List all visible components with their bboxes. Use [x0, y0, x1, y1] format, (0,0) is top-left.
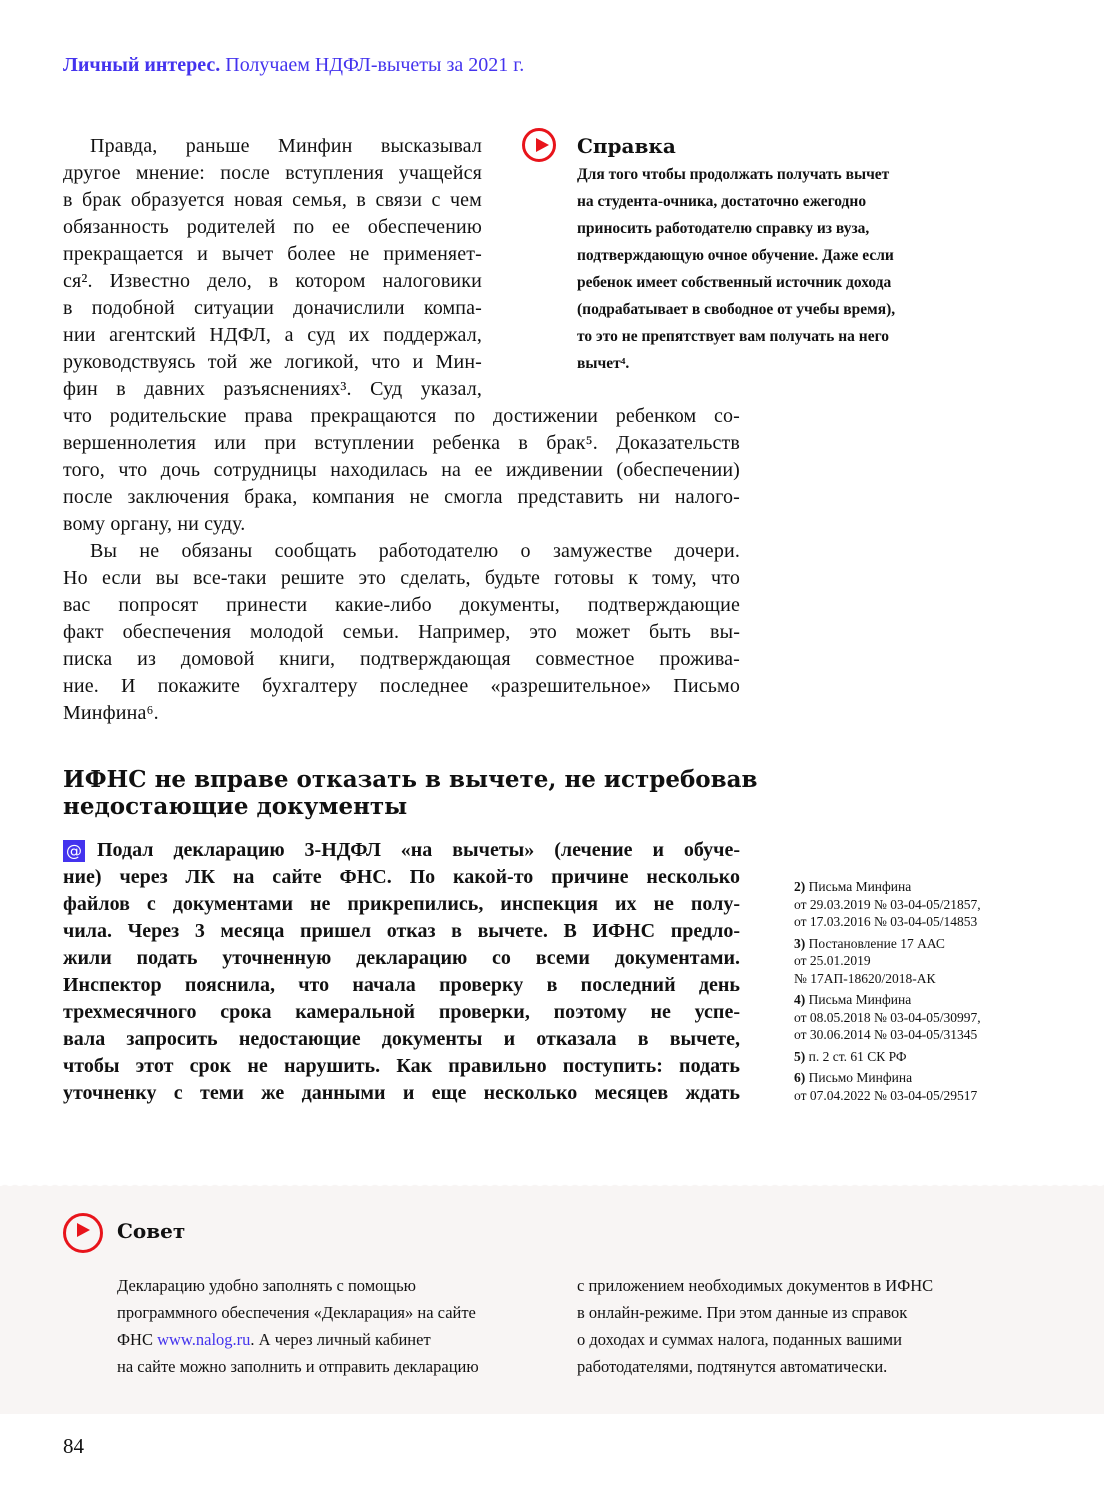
text-line: ние) через ЛК на сайте ФНС. По какой-то причине несколько: [63, 866, 740, 888]
reader-question: [63, 837, 740, 1107]
body-text-narrow: [63, 133, 482, 403]
footnote-line: [794, 970, 981, 988]
footnote-line: [794, 991, 981, 1009]
text-line: Минфина⁶.: [63, 702, 159, 724]
text-line: в онлайн-режиме. При этом данные из справок: [577, 1303, 908, 1322]
footnote-line: [794, 896, 981, 914]
text-line: в брак образуется новая семья, в связи с чем: [63, 189, 482, 211]
text-line: вому органу, ни суду.: [63, 513, 246, 535]
text-line: жили подать уточненную декларацию со всеми документами.: [63, 947, 740, 969]
text-line: программного обеспечения «Декларация» на сайте: [117, 1303, 476, 1322]
footnote-number: 4): [794, 992, 806, 1007]
text-fragment: ФНС: [117, 1330, 158, 1349]
text-line: Декларацию удобно заполнять с помощью: [117, 1276, 416, 1295]
footnote-line: [794, 1009, 981, 1027]
footnote: [794, 1069, 981, 1104]
text-line: прекращается и вычет более не применяет-: [63, 243, 482, 265]
footnote-text: № 17АП-18620/2018-АК: [794, 970, 936, 986]
footnote-line: [794, 1087, 981, 1105]
running-head-title: Получаем НДФЛ-вычеты за 2021 г.: [225, 54, 525, 76]
text-line: вершеннолетия или при вступлении ребенка в брак⁵. Доказательств: [63, 432, 740, 454]
footnote: [794, 935, 981, 988]
text-line: после заключения брака, компания не смогла представить ни налого-: [63, 486, 740, 508]
text-line: вычет⁴.: [577, 355, 630, 372]
text-line: то это не препятствует вам получать на него: [577, 328, 889, 345]
text-line: работодателями, подтянутся автоматически.: [577, 1357, 888, 1376]
text-line: Подал декларацию 3-НДФЛ «на вычеты» (лечение и обуче-: [97, 839, 740, 861]
footnote-line: [794, 952, 981, 970]
section-heading: [63, 766, 763, 820]
text-fragment: . А через личный кабинет: [250, 1330, 431, 1349]
text-line: трехмесячного срока камеральной проверки, поэтому не успе-: [63, 1001, 740, 1023]
email-at-icon: @: [63, 840, 85, 862]
text-line: вас попросят принести какие-либо документы, подтверждающие: [63, 594, 740, 616]
footnote-line: [794, 878, 981, 896]
footnote-text: от 07.04.2022 № 03-04-05/29517: [794, 1087, 978, 1103]
footnote-line: [794, 1048, 981, 1066]
footnote: [794, 878, 981, 931]
footnote-text: от 30.06.2014 № 03-04-05/31345: [794, 1027, 978, 1042]
heading-line: недостающие документы: [63, 793, 408, 820]
text-line: Правда, раньше Минфин высказывал: [90, 135, 482, 157]
sidebar-title: Справка: [577, 134, 676, 158]
footnote-text: от 29.03.2019 № 03-04-05/21857,: [794, 896, 981, 912]
text-line: руководствуясь той же логикой, что и Мин-: [63, 351, 482, 373]
text-line: файлов с документами не прикрепились, инспекция их не полу-: [63, 893, 740, 915]
advice-right-column: [577, 1272, 1017, 1380]
footnote-line: [794, 1026, 981, 1044]
running-head-section: Личный интерес.: [63, 54, 221, 76]
footnote: [794, 1048, 981, 1066]
footnote-text: от 17.03.2016 № 03-04-05/14853: [794, 914, 978, 929]
page-number: 84: [63, 1434, 84, 1458]
text-line: с приложением необходимых документов в ИФНС: [577, 1276, 934, 1295]
play-circle-icon: [63, 1213, 103, 1253]
text-line: (подрабатывает в свободное от учебы время),: [577, 301, 896, 318]
text-line: фин в давних разъяснениях³. Суд указал,: [63, 378, 482, 400]
text-line: ние. И покажите бухгалтеру последнее «разрешительное» Письмо: [63, 675, 740, 697]
footnote-line: [794, 913, 981, 931]
sidebar-note: [577, 161, 997, 377]
footnote-text: от 08.05.2018 № 03-04-05/30997,: [794, 1009, 981, 1025]
footnote-text: Постановление 17 ААС: [808, 935, 945, 951]
text-line: Инспектор пояснила, что начала проверку в последний день: [63, 974, 740, 996]
footnote: [794, 991, 981, 1044]
text-line: Для того чтобы продолжать получать вычет: [577, 166, 890, 183]
footnote-text: Письма Минфина: [808, 879, 912, 894]
footnotes: [794, 878, 981, 1108]
text-line: в подобной ситуации доначислили компа-: [63, 297, 482, 319]
footnote-text: Письма Минфина: [808, 992, 912, 1007]
text-line: другое мнение: после вступления учащейся: [63, 162, 482, 184]
text-line: чила. Через 3 месяца пришел отказ в вычете. В ИФНС предло-: [63, 920, 740, 942]
text-line: что родительские права прекращаются по достижении ребенком со-: [63, 405, 740, 427]
heading-line: ИФНС не вправе отказать в вычете, не истребовав: [63, 766, 758, 793]
text-line: обязанность родителей по ее обеспечению: [63, 216, 482, 238]
text-line: Вы не обязаны сообщать работодателю о замужестве дочери.: [90, 540, 740, 562]
advice-title: Совет: [117, 1219, 186, 1243]
text-line: о доходах и суммах налога, поданных вашими: [577, 1330, 902, 1349]
running-head: [63, 54, 524, 77]
play-circle-icon: [522, 128, 556, 162]
text-line: [117, 1326, 557, 1353]
footnote-number: 3): [794, 935, 806, 951]
advice-left-column: [117, 1272, 557, 1380]
footnote-text: от 25.01.2019: [794, 953, 871, 968]
text-line: уточненку с теми же данными и еще несколько месяцев ждать: [63, 1082, 740, 1104]
footnote-number: 6): [794, 1070, 806, 1085]
text-line: приносить работодателю справку из вуза,: [577, 220, 870, 237]
text-line: писка из домовой книги, подтверждающая совместное прожива-: [63, 648, 740, 670]
footnote-line: [794, 935, 981, 953]
footnote-text: п. 2 ст. 61 СК РФ: [808, 1048, 907, 1064]
text-line: нии агентский НДФЛ, а суд их поддержал,: [63, 324, 482, 346]
body-text-wide: [63, 403, 740, 727]
text-line: подтверждающую очное обучение. Даже если: [577, 247, 894, 264]
footnote-text: Письмо Минфина: [808, 1070, 913, 1085]
text-line: на сайте можно заполнить и отправить декларацию: [117, 1357, 479, 1376]
text-line: факт обеспечения молодой семьи. Например, это может быть вы-: [63, 621, 740, 643]
text-line: Но если вы все-таки решите это сделать, будьте готовы к тому, что: [63, 567, 740, 589]
text-line: ся². Известно дело, в котором налоговики: [63, 270, 482, 292]
footnote-line: [794, 1069, 981, 1087]
text-line: на студента-очника, достаточно ежегодно: [577, 193, 867, 210]
text-line: вала запросить недостающие документы и отказала в вычете,: [63, 1028, 740, 1050]
footnote-number: 5): [794, 1048, 806, 1064]
text-line: того, что дочь сотрудницы находилась на ее иждивении (обеспечении): [63, 459, 740, 481]
footnote-number: 2): [794, 879, 806, 894]
text-line: чтобы этот срок не нарушить. Как правильно поступить: подать: [63, 1055, 740, 1077]
nalog-link[interactable]: www.nalog.ru: [157, 1330, 251, 1349]
text-line: ребенок имеет собственный источник дохода: [577, 274, 892, 291]
